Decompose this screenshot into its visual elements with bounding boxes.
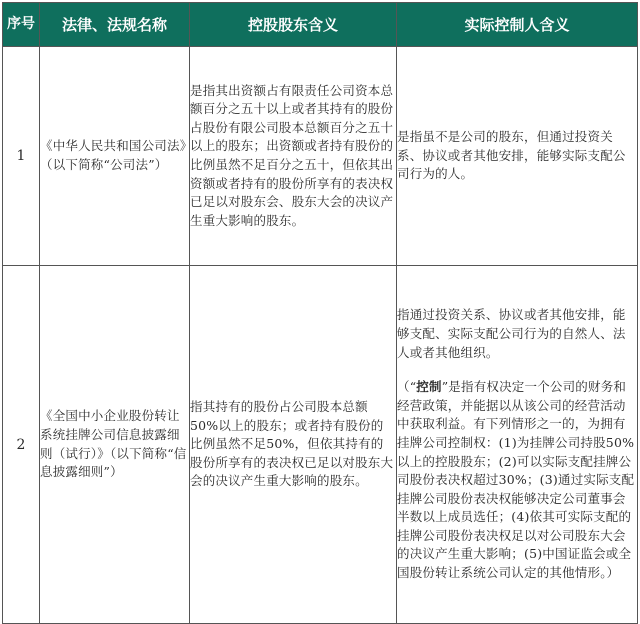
control-term: 控制 — [416, 379, 442, 395]
table-row — [3, 266, 638, 624]
control-open-quote: （“ — [397, 379, 417, 395]
header-controlling-shareholder: 控股股东含义 — [190, 3, 397, 47]
row-number: 1 — [3, 47, 40, 266]
control-definition-paragraph — [397, 378, 637, 583]
header-row — [3, 3, 638, 47]
header-actual-controller: 实际控制人含义 — [397, 3, 638, 47]
law-name: 《全国中小企业股份转让系统挂牌公司信息披露细则（试行）》（以下简称“信息披露细则”） — [40, 266, 190, 624]
controlling-shareholder-definition: 指其持有的股份占公司股本总额50%以上的股东；或者持有股份的比例虽然不足50%，但依其持有的股份所享有的表决权已足以对股东大会的决议产生重大影响的股东。 — [190, 266, 397, 624]
header-no: 序号 — [3, 3, 40, 47]
controlling-shareholder-definition: 是指其出资额占有限责任公司资本总额百分之五十以上或者其持有的股份占股份有限公司股本总额百分之五十以上的股东；出资额或者持有股份的比例虽然不足百分之五十，但依其出资额或者持有的股份所享有的表决权已足以对股东会、股东大会的决议产生重大影响的股东。 — [190, 47, 397, 266]
actual-controller-definition: 是指虽不是公司的股东，但通过投资关系、协议或者其他安排，能够实际支配公司行为的人。 — [397, 47, 638, 266]
header-law: 法律、法规名称 — [40, 3, 190, 47]
row-number: 2 — [3, 266, 40, 624]
control-definition-text: ”是指有权决定一个公司的财务和经营政策，并能据以从该公司的经营活动中获取利益。有下列情形之一的，为拥有挂牌公司控制权：(1)为挂牌公司持股50%以上的控股股东；(2)可以实际支配挂牌公司股份表决权超过30%；(3)通过实际支配挂牌公司股份表决权能够决定公司董事会半数以上成员选任；(4)依其可实际支配的挂牌公司股份表决权足以对公司股东大会的决议产生重大影响；(5)中国证监会或全国股份转让系统公司认定的其他情形。） — [397, 379, 635, 581]
actual-controller-paragraph: 指通过投资关系、协议或者其他安排，能够支配、实际支配公司行为的自然人、法人或者其他组织。 — [397, 307, 626, 360]
table-row — [3, 47, 638, 266]
actual-controller-definition — [397, 266, 638, 624]
definitions-table — [2, 2, 638, 624]
law-name: 《中华人民共和国公司法》（以下简称“公司法”） — [40, 47, 190, 266]
